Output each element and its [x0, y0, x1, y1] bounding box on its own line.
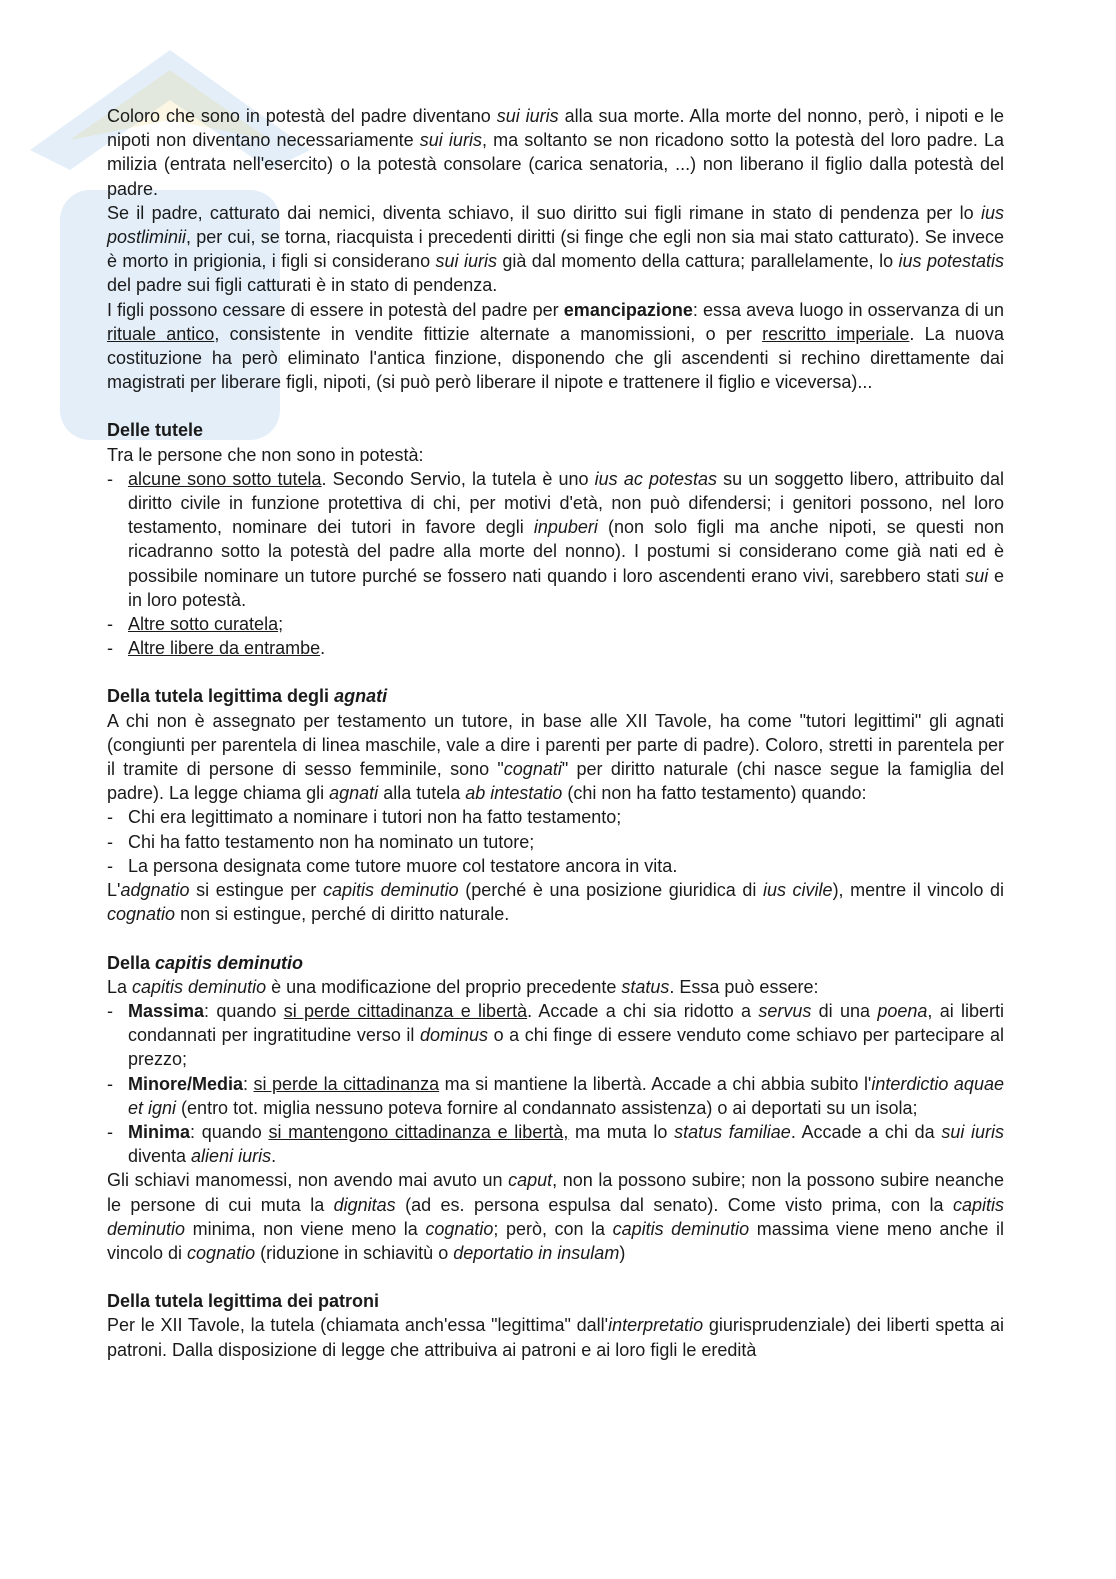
capitis-list: [107, 999, 1004, 1168]
list-item: - Chi ha fatto testamento non ha nominato un tutore;: [107, 830, 1004, 854]
list-item: - Chi era legittimato a nominare i tutori non ha fatto testamento;: [107, 805, 1004, 829]
heading-capitis-deminutio: Della capitis deminutio: [107, 952, 304, 973]
paragraph-prigionia: Se il padre, catturato dai nemici, diventa schiavo, il suo diritto sui figli rimane in stato di pendenza per lo ius postliminii, per cui, se torna, riacquista i precedenti diritti (si finge che egli non sia mai stato catturato). Se invece è morto in prigionia, i figli si considerano sui iuris già dal momento della cattura; parallelamente, lo ius potestatis del padre sui figli catturati è in stato di pendenza.: [107, 202, 1005, 296]
paragraph-emancipazione: I figli possono cessare di essere in potestà del padre per emancipazione: essa aveva luogo in osservanza di un rituale antico, consistente in vendite fittizie alternate a manomissioni, o per rescritto imperiale. La nuova costituzione ha però eliminato l'antica finzione, disponendo che gli ascendenti si rechino direttamente dai magistrati per liberare figli, nipoti, (si può però liberare il nipote e trattenere il figlio e viceversa)...: [107, 299, 1005, 393]
tutele-list: [107, 467, 1004, 661]
heading-tutela-patroni: Della tutela legittima dei patroni: [107, 1291, 380, 1312]
agnati-list: [107, 805, 1004, 878]
list-item: - Altre sotto curatela;: [107, 612, 1004, 636]
list-item: - La persona designata come tutore muore col testatore ancora in vita.: [107, 854, 1004, 878]
list-item: - Minima: quando si mantengono cittadinanza e libertà, ma muta lo status familiae. Accade a chi da sui iuris diventa alieni iuris.: [107, 1120, 1004, 1168]
capitis-intro: La capitis deminutio è una modificazione del proprio precedente status. Essa può essere:: [107, 976, 819, 997]
list-item: - Altre libere da entrambe.: [107, 636, 1004, 660]
paragraph-agnati: A chi non è assegnato per testamento un tutore, in base alle XII Tavole, ha come "tutori legittimi" gli agnati (congiunti per parentela di linea maschile, vale a dire i parenti per parte di padre). Coloro, stretti in parentela per il tramite di persone di sesso femminile, sono "cognati" per diritto naturale (chi nasce segue la famiglia del padre). La legge chiama gli agnati alla tutela ab intestatio (chi non ha fatto testamento) quando:: [107, 710, 1004, 804]
list-item: - alcune sono sotto tutela. Secondo Servio, la tutela è uno ius ac potestas su un soggetto libero, attribuito dal diritto civile in funzione protettiva di chi, per motivi d'età, non può difendersi; i genitori possono, nel loro testamento, nominare dei tutori in favore degli inpuberi (non solo figli ma anche nipoti, se questi non ricadranno sotto la potestà del padre alla morte del nonno). I postumi si considerano come già nati ed è possibile nominare un tutore purché se fossero nati quando i loro ascendenti erano vivi, sarebbero stati sui e in loro potestà.: [107, 467, 1004, 612]
paragraph-adgnatio: L'adgnatio si estingue per capitis deminutio (perché è una posizione giuridica di ius civile), mentre il vincolo di cognatio non si estingue, perché di diritto naturale.: [107, 880, 1004, 925]
list-item: - Massima: quando si perde cittadinanza e libertà. Accade a chi sia ridotto a servus di una poena, ai liberti condannati per ingratitudine verso il dominus o a chi finge di essere venduto come schiavo per partecipare al prezzo;: [107, 999, 1004, 1072]
document-page: [107, 104, 1004, 1362]
paragraph-schiavi: Gli schiavi manomessi, non avendo mai avuto un caput, non la possono subire; non la possono subire neanche le persone di cui muta la dignitas (ad es. persona espulsa dal senato). Come visto prima, con la capitis deminutio minima, non viene meno la cognatio; però, con la capitis deminutio massima viene meno anche il vincolo di cognatio (riduzione in schiavitù o deportatio in insulam): [107, 1170, 1004, 1263]
list-item: - Minore/Media: si perde la cittadinanza ma si mantiene la libertà. Accade a chi abbia subito l'interdictio aquae et igni (entro tot. miglia nessuno poteva fornire al condannato assistenza) o ai deportati su un isola;: [107, 1072, 1004, 1120]
heading-tutela-agnati: Della tutela legittima degli agnati: [107, 686, 388, 707]
heading-delle-tutele: Delle tutele: [107, 420, 204, 441]
tutele-intro: Tra le persone che non sono in potestà:: [107, 444, 424, 465]
paragraph-patroni: Per le XII Tavole, la tutela (chiamata anch'essa "legittima" dall'interpretatio giurisprudenziale) dei liberti spetta ai patroni. Dalla disposizione di legge che attribuiva ai patroni e ai loro figli le eredità: [107, 1315, 1004, 1360]
paragraph-sui-iuris: Coloro che sono in potestà del padre diventano sui iuris alla sua morte. Alla morte del nonno, però, i nipoti e le nipoti non diventano necessariamente sui iuris, ma soltanto se non ricadono sotto la potestà del loro padre. La milizia (entrata nell'esercito) o la potestà consolare (carica senatoria, ...) non liberano il figlio dalla potestà del padre.: [107, 106, 1005, 199]
